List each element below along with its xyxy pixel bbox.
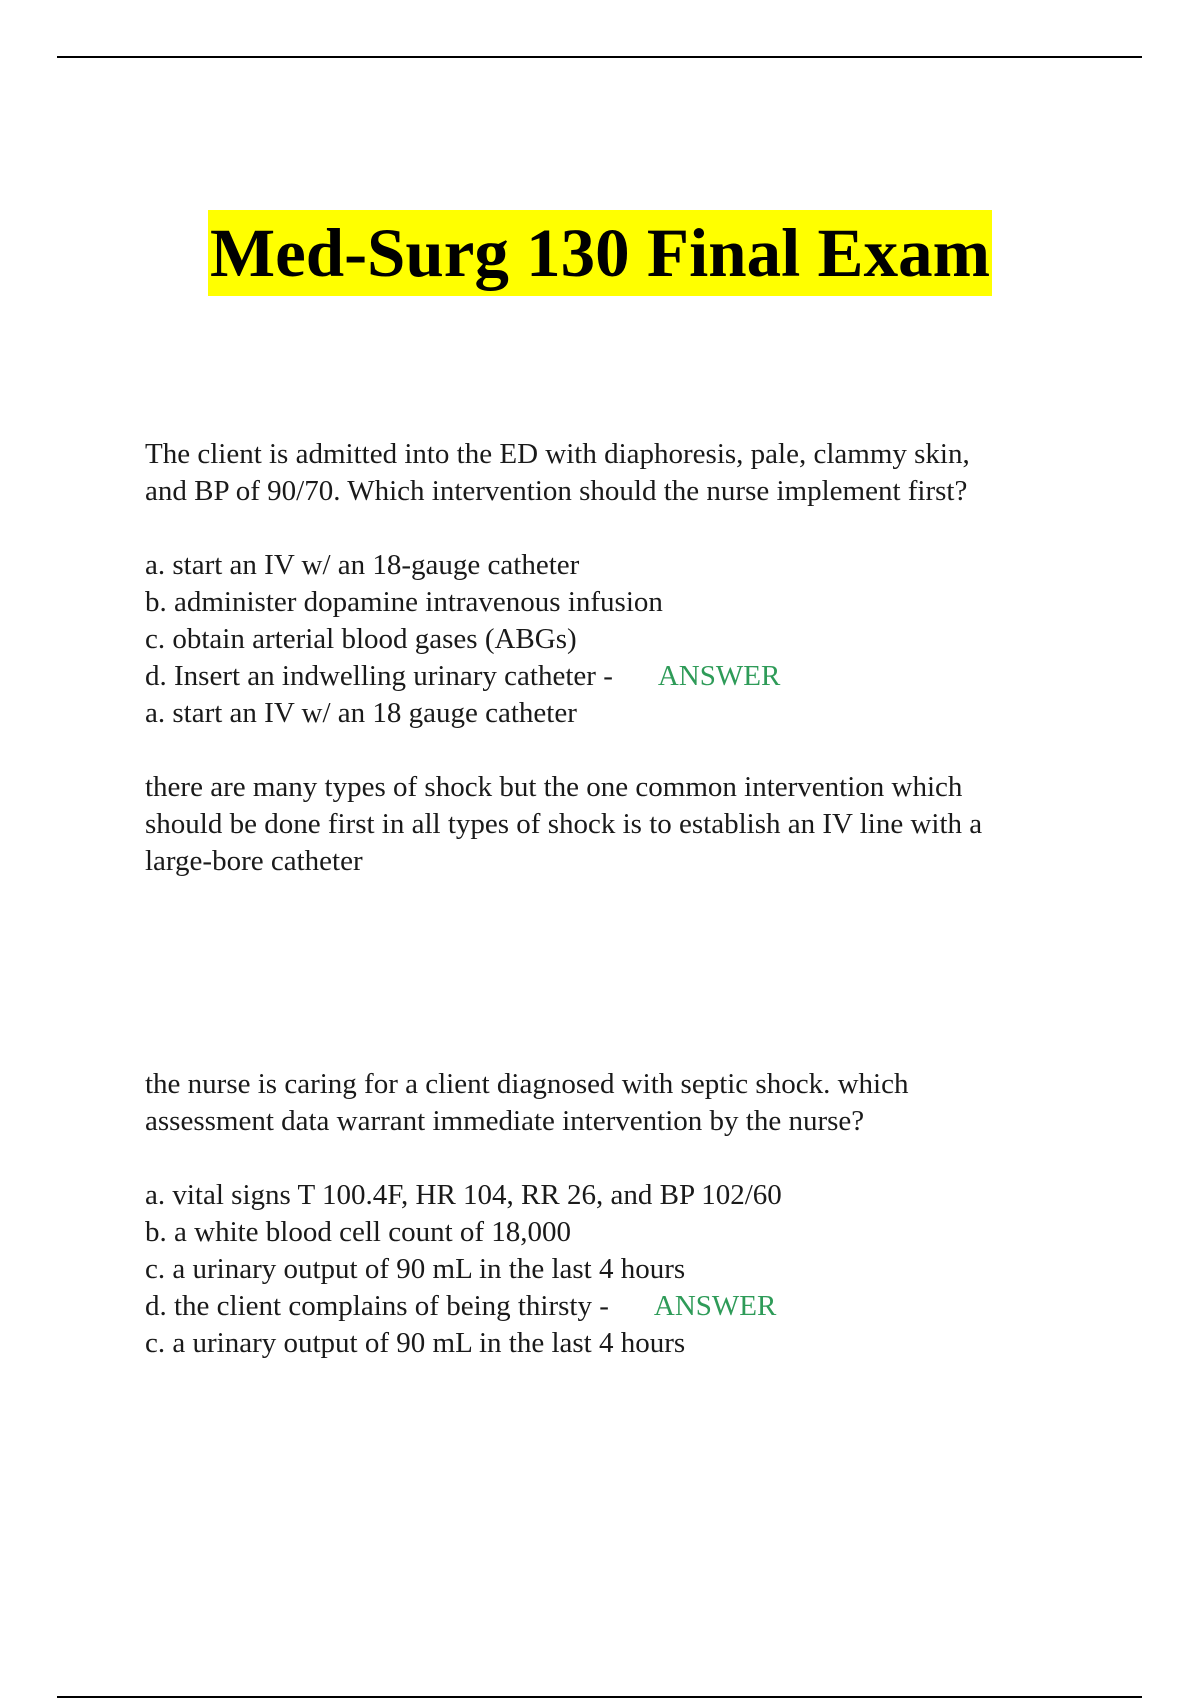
answer-option-with-label [145,1288,1095,1325]
answer-option: b. a white blood cell count of 18,000 [145,1216,572,1248]
question-1 [145,436,1095,880]
question-stem-line: the nurse is caring for a client diagnosed with septic shock. which [145,1068,909,1100]
answer-option: d. Insert an indwelling urinary catheter - [145,660,613,692]
question-stem-line: The client is admitted into the ED with diaphoresis, pale, clammy skin, [145,438,970,470]
answer-option: b. administer dopamine intravenous infusion [145,586,663,618]
answer-label: ANSWER [657,660,781,692]
answer-option: d. the client complains of being thirsty - [145,1290,609,1322]
question-stem-line: and BP of 90/70. Which intervention should the nurse implement first? [145,475,968,507]
answer-option-with-label [145,658,1095,695]
question-2 [145,1066,1095,1362]
answer-option: c. a urinary output of 90 mL in the last 4 hours [145,1253,686,1285]
rationale-line: there are many types of shock but the one common intervention which [145,771,963,803]
answer-option: c. obtain arterial blood gases (ABGs) [145,623,577,655]
correct-answer: c. a urinary output of 90 mL in the last 4 hours [145,1327,686,1359]
top-rule [57,56,1142,58]
bottom-rule [57,1696,1142,1698]
question-stem-line: assessment data warrant immediate intervention by the nurse? [145,1105,865,1137]
correct-answer: a. start an IV w/ an 18 gauge catheter [145,697,577,729]
answer-option: a. vital signs T 100.4F, HR 104, RR 26, and BP 102/60 [145,1179,782,1211]
title-container [0,210,1200,296]
answer-label: ANSWER [653,1290,777,1322]
document-title: Med-Surg 130 Final Exam [208,210,992,296]
rationale-line: should be done first in all types of shock is to establish an IV line with a [145,808,983,840]
rationale-line: large-bore catheter [145,845,363,877]
answer-option: a. start an IV w/ an 18-gauge catheter [145,549,580,581]
